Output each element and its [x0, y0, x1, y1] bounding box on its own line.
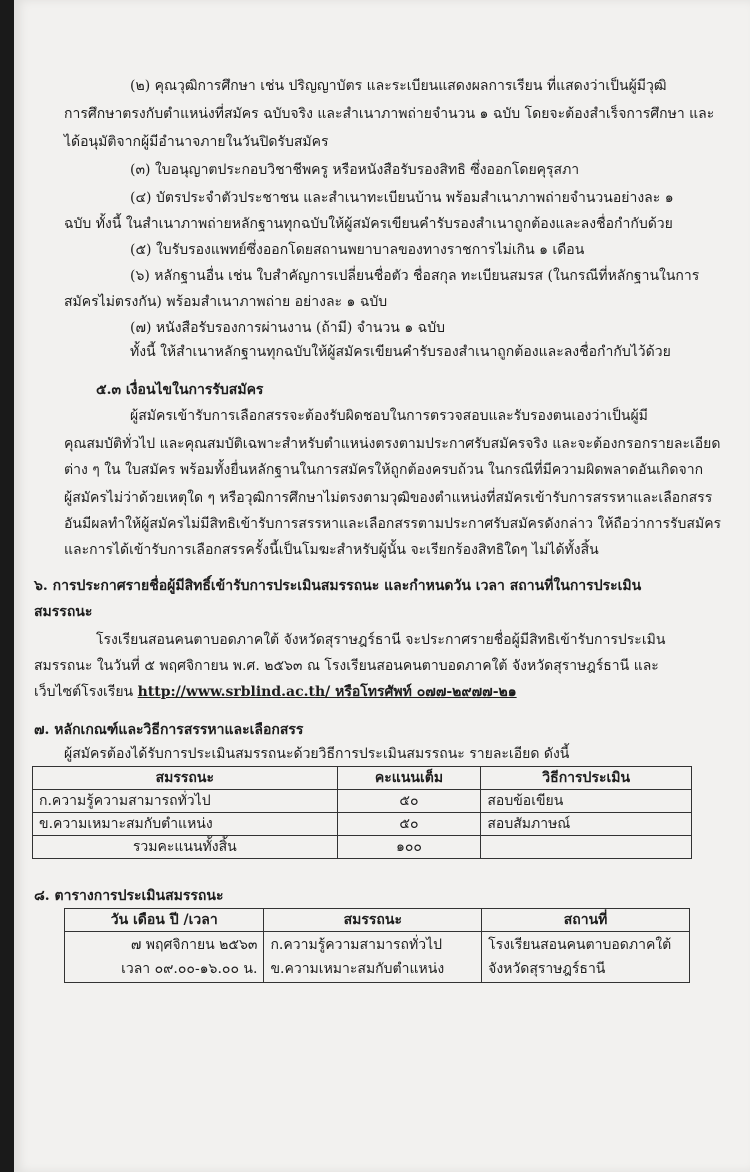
score-cell: ๕๐	[337, 790, 481, 813]
table-row	[33, 813, 692, 836]
section-6-heading-line-2: สมรรถนะ	[34, 604, 93, 620]
method-cell: สอบข้อเขียน	[481, 790, 692, 813]
announce-line-1: โรงเรียนสอนคนตาบอดภาคใต้ จังหวัดสุราษฎร์ธานี จะประกาศรายชื่อผู้มีสิทธิเข้ารับการประเมิน	[96, 632, 666, 648]
section-6-heading-line-1: ๖. การประกาศรายชื่อผู้มีสิทธิ์เข้ารับการประเมินสมรรถนะ และกำหนดวัน เวลา สถานที่ในการประเมิน	[34, 578, 642, 594]
date-cell	[65, 932, 264, 983]
total-label: รวมคะแนนทั้งสิ้น	[33, 836, 338, 859]
condition-line-5: อันมีผลทำให้ผู้สมัครไม่มีสิทธิเข้ารับการสรรหาและเลือกสรรตามประกาศรับสมัครดังกล่าว ให้ถือว่าการรับสมัคร	[64, 516, 722, 532]
criteria-header-row	[33, 767, 692, 790]
req-2-line-1: (๒) คุณวุฒิการศึกษา เช่น ปริญญาบัตร และระเบียนแสดงผลการเรียน ที่แสดงว่าเป็นผู้มีวุฒิ	[130, 78, 667, 94]
section-7-heading: ๗. หลักเกณฑ์และวิธีการสรรหาและเลือกสรร	[34, 722, 304, 738]
schedule-header-row	[65, 909, 690, 932]
req-2-line-2: การศึกษาตรงกับตำแหน่งที่สมัคร ฉบับจริง และสำเนาภาพถ่ายจำนวน ๑ ฉบับ โดยจะต้องสำเร็จการศึกษา และ	[64, 106, 715, 122]
date-line-1: ๗ พฤศจิกายน ๒๕๖๓	[130, 937, 258, 953]
condition-line-4: ผู้สมัครไม่ว่าด้วยเหตุใด ๆ หรือวุฒิการศึกษาไม่ตรงตามวุฒิของตำแหน่งที่สมัครเข้ารับการสรรหาและเลือกสรร	[64, 490, 713, 506]
criteria-table	[32, 766, 692, 859]
section-5-3-heading: ๕.๓ เงื่อนไขในการรับสมัคร	[96, 382, 264, 398]
req-6-line-2: สมัครไม่ตรงกัน) พร้อมสำเนาภาพถ่าย อย่างละ ๑ ฉบับ	[64, 294, 388, 310]
total-empty-cell	[481, 836, 692, 859]
document-page	[14, 0, 750, 1172]
header-place: สถานที่	[482, 909, 690, 932]
skill-cell: ก.ความรู้ความสามารถทั่วไป	[33, 790, 338, 813]
website-link[interactable]: http://www.srblind.ac.th/ หรือโทรศัพท์ ๐๗๗-๒๙๗๗-๒๑	[137, 684, 517, 700]
table-row	[33, 790, 692, 813]
announce-line-3	[34, 682, 750, 702]
req-7: (๗) หนังสือรับรองการผ่านงาน (ถ้ามี) จำนวน ๑ ฉบับ	[130, 320, 445, 336]
req-4-line-2: ฉบับ ทั้งนี้ ในสำเนาภาพถ่ายหลักฐานทุกฉบับให้ผู้สมัครเขียนคำรับรองสำเนาถูกต้องและลงชื่อกำกับด้วย	[64, 216, 673, 232]
skill-line-1: ก.ความรู้ความสามารถทั่วไป	[270, 937, 443, 953]
score-cell: ๕๐	[337, 813, 481, 836]
condition-line-2: คุณสมบัติทั่วไป และคุณสมบัติเฉพาะสำหรับตำแหน่งตรงตามประกาศรับสมัครจริง และจะต้องกรอกรายละเอียด	[64, 436, 721, 452]
header-score: คะแนนเต็ม	[337, 767, 481, 790]
header-method: วิธีการประเมิน	[481, 767, 692, 790]
place-cell	[482, 932, 690, 983]
section-8-heading: ๘. ตารางการประเมินสมรรถนะ	[34, 888, 224, 904]
table-row	[65, 932, 690, 983]
condition-line-1: ผู้สมัครเข้ารับการเลือกสรรจะต้องรับผิดชอบในการตรวจสอบและรับรองตนเองว่าเป็นผู้มี	[130, 408, 648, 424]
skill-cell: ข.ความเหมาะสมกับตำแหน่ง	[33, 813, 338, 836]
req-6-line-1: (๖) หลักฐานอื่น เช่น ใบสำคัญการเปลี่ยนชื่อตัว ชื่อสกุล ทะเบียนสมรส (ในกรณีที่หลักฐานในการ	[130, 268, 700, 284]
skill-line-2: ข.ความเหมาะสมกับตำแหน่ง	[270, 961, 445, 977]
req-5: (๕) ใบรับรองแพทย์ซึ่งออกโดยสถานพยาบาลของทางราชการไม่เกิน ๑ เดือน	[130, 242, 585, 258]
req-note: ทั้งนี้ ให้สำเนาหลักฐานทุกฉบับให้ผู้สมัครเขียนคำรับรองสำเนาถูกต้องและลงชื่อกำกับไว้ด้วย	[130, 344, 671, 360]
total-score: ๑๐๐	[337, 836, 481, 859]
website-label: เว็บไซต์โรงเรียน	[34, 684, 134, 700]
schedule-table	[64, 908, 690, 983]
place-line-2: จังหวัดสุราษฎร์ธานี	[488, 961, 606, 977]
header-skill: สมรรถนะ	[33, 767, 338, 790]
date-line-2: เวลา ๐๙.๐๐-๑๖.๐๐ น.	[121, 961, 258, 977]
header-date: วัน เดือน ปี /เวลา	[65, 909, 264, 932]
req-2-line-3: ได้อนุมัติจากผู้มีอำนาจภายในวันปิดรับสมัคร	[64, 134, 329, 150]
req-4-line-1: (๔) บัตรประจำตัวประชาชน และสำเนาทะเบียนบ้าน พร้อมสำเนาภาพถ่ายจำนวนอย่างละ ๑	[130, 190, 674, 206]
total-row	[33, 836, 692, 859]
section-7-intro: ผู้สมัครต้องได้รับการประเมินสมรรถนะด้วยวิธีการประเมินสมรรถนะ รายละเอียด ดังนี้	[64, 746, 570, 762]
req-3: (๓) ใบอนุญาตประกอบวิชาชีพครู หรือหนังสือรับรองสิทธิ ซึ่งออกโดยคุรุสภา	[130, 162, 580, 178]
skill-cell	[264, 932, 482, 983]
condition-line-3: ต่าง ๆ ใน ใบสมัคร พร้อมทั้งยื่นหลักฐานในการสมัครให้ถูกต้องครบถ้วน ในกรณีที่มีความผิดพลาดอันเกิดจาก	[64, 462, 704, 478]
condition-line-6: และการได้เข้ารับการเลือกสรรครั้งนี้เป็นโมฆะสำหรับผู้นั้น จะเรียกร้องสิทธิใดๆ ไม่ได้ทั้งสิ้น	[64, 542, 599, 558]
place-line-1: โรงเรียนสอนคนตาบอดภาคใต้	[488, 937, 672, 953]
method-cell: สอบสัมภาษณ์	[481, 813, 692, 836]
header-skill: สมรรถนะ	[264, 909, 482, 932]
announce-line-2: สมรรถนะ ในวันที่ ๕ พฤศจิกายน พ.ศ. ๒๕๖๓ ณ โรงเรียนสอนคนตาบอดภาคใต้ จังหวัดสุราษฎร์ธานี และ	[34, 658, 659, 674]
